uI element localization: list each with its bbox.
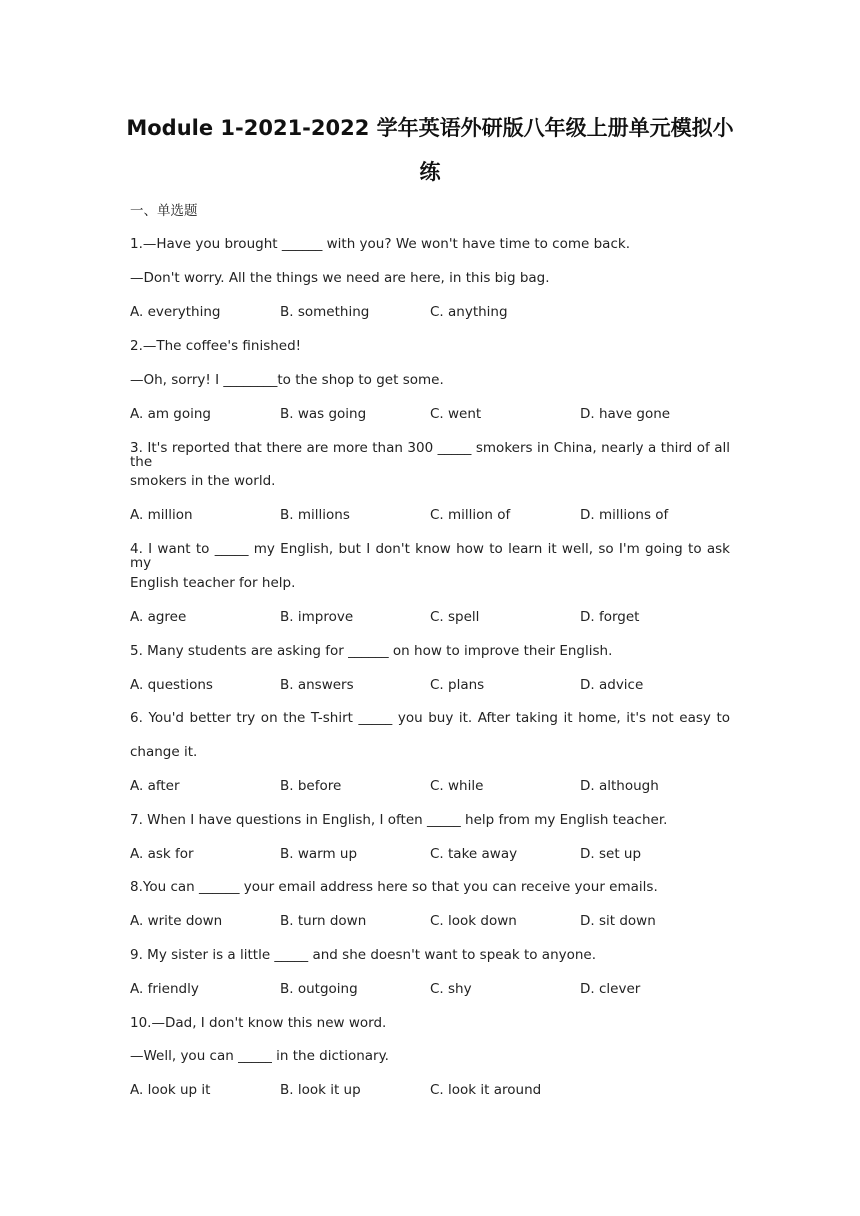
question-9-option-c: C. shy xyxy=(430,981,472,997)
question-2-line-1: 2.—The coffee's finished! xyxy=(130,338,302,354)
question-5-option-b: B. answers xyxy=(280,677,354,693)
question-6-option-b: B. before xyxy=(280,778,342,794)
question-4-option-d: D. forget xyxy=(580,609,640,625)
question-6-option-c: C. while xyxy=(430,778,484,794)
question-8-option-a: A. write down xyxy=(130,913,223,929)
question-8-option-d: D. sit down xyxy=(580,913,656,929)
question-8-option-c: C. look down xyxy=(430,913,517,929)
question-4-option-a: A. agree xyxy=(130,609,187,625)
question-7-option-b: B. warm up xyxy=(280,846,358,862)
question-3-option-d: D. millions of xyxy=(580,507,669,523)
question-10-option-c: C. look it around xyxy=(430,1082,542,1098)
question-1-option-a: A. everything xyxy=(130,304,221,320)
question-9-option-a: A. friendly xyxy=(130,981,199,997)
question-3-line-1: 3. It's reported that there are more than 300 _____ smokers in China, nearly a third of all the xyxy=(130,440,730,470)
question-6-line-2: change it. xyxy=(130,744,198,760)
question-5-option-a: A. questions xyxy=(130,677,213,693)
question-9-option-d: D. clever xyxy=(580,981,641,997)
question-6-option-d: D. although xyxy=(580,778,659,794)
question-2-option-d: D. have gone xyxy=(580,406,671,422)
question-10-line-2: —Well, you can _____ in the dictionary. xyxy=(130,1048,389,1064)
question-1-option-c: C. anything xyxy=(430,304,508,320)
question-8-option-b: B. turn down xyxy=(280,913,367,929)
question-3-option-b: B. millions xyxy=(280,507,350,523)
question-10-line-1: 10.—Dad, I don't know this new word. xyxy=(130,1015,387,1031)
question-2-option-c: C. went xyxy=(430,406,482,422)
question-4-line-1: 4. I want to _____ my English, but I don't know how to learn it well, so I'm going to ask my xyxy=(130,541,730,571)
question-5-line-1: 5. Many students are asking for ______ on how to improve their English. xyxy=(130,643,613,659)
question-3-option-a: A. million xyxy=(130,507,193,523)
question-8-line-1: 8.You can ______ your email address here so that you can receive your emails. xyxy=(130,879,658,895)
question-6-option-a: A. after xyxy=(130,778,180,794)
section-heading: 一、单选题 xyxy=(130,203,198,219)
question-7-option-d: D. set up xyxy=(580,846,642,862)
question-5-option-d: D. advice xyxy=(580,677,644,693)
question-1-line-2: —Don't worry. All the things we need are here, in this big bag. xyxy=(130,270,550,286)
question-4-line-2: English teacher for help. xyxy=(130,575,296,591)
question-9-line-1: 9. My sister is a little _____ and she doesn't want to speak to anyone. xyxy=(130,947,597,963)
question-2-line-2: —Oh, sorry! I ________to the shop to get some. xyxy=(130,372,444,388)
question-10-option-a: A. look up it xyxy=(130,1082,211,1098)
question-10-option-b: B. look it up xyxy=(280,1082,361,1098)
question-6-line-1: 6. You'd better try on the T-shirt _____ you buy it. After taking it home, it's not easy to xyxy=(130,710,730,726)
question-5-option-c: C. plans xyxy=(430,677,485,693)
question-7-option-c: C. take away xyxy=(430,846,518,862)
question-4-option-c: C. spell xyxy=(430,609,480,625)
question-7-line-1: 7. When I have questions in English, I often _____ help from my English teacher. xyxy=(130,812,668,828)
question-2-option-b: B. was going xyxy=(280,406,367,422)
question-3-option-c: C. million of xyxy=(430,507,511,523)
question-9-option-b: B. outgoing xyxy=(280,981,358,997)
question-2-option-a: A. am going xyxy=(130,406,211,422)
question-1-line-1: 1.—Have you brought ______ with you? We won't have time to come back. xyxy=(130,236,630,252)
document-title-line-2: 练 xyxy=(419,160,441,184)
question-3-line-2: smokers in the world. xyxy=(130,473,276,489)
question-7-option-a: A. ask for xyxy=(130,846,194,862)
document-title-line-1: Module 1-2021-2022 学年英语外研版八年级上册单元模拟小 xyxy=(126,116,734,140)
question-4-option-b: B. improve xyxy=(280,609,354,625)
question-1-option-b: B. something xyxy=(280,304,370,320)
